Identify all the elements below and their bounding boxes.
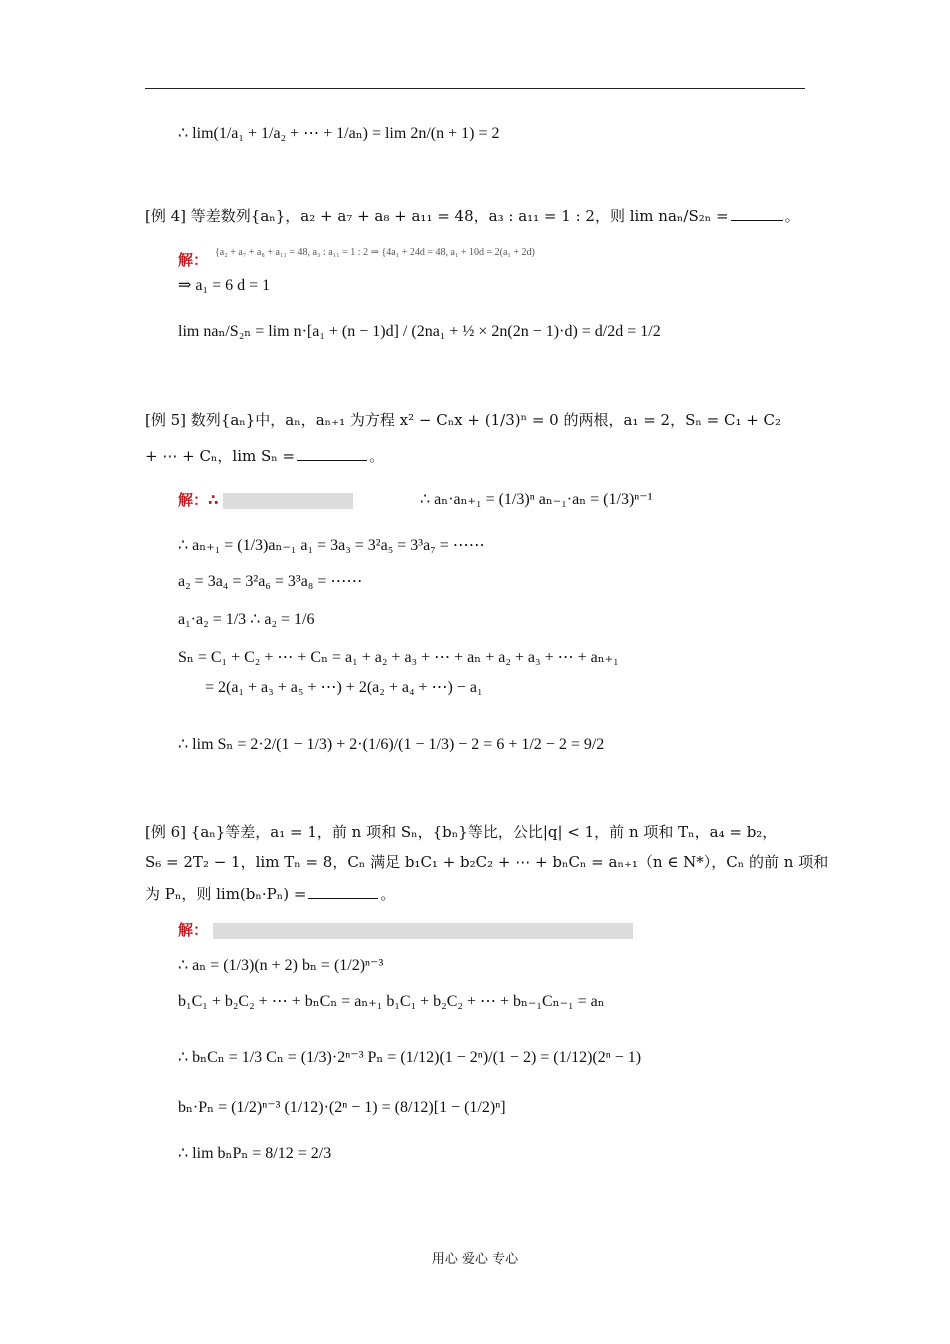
example-6-line-2: S₆ = 2T₂ − 1，lim Tₙ = 8，Cₙ 满足 b₁C₁ + b₂C₂ + ⋯ + bₙCₙ = aₙ₊₁（n ∈ N*），Cₙ 的前 n 项和 [145, 853, 829, 871]
text-line-10: ∴ aₙ·aₙ₊₁ = (1/3)ⁿ aₙ₋₁·aₙ = (1/3)ⁿ⁻¹ [420, 491, 653, 508]
example-4-text: [例 4] 等差数列{aₙ}，a₂ + a₇ + a₈ + a₁₁ = 48，a₃ : a₁₁ = 1 : 2，则 lim naₙ/S₂ₙ = [145, 207, 729, 225]
text-line-11: ∴ aₙ₊₁ = (1/3)aₙ₋₁ a₁ = 3a₃ = 3²a₅ = 3³a₇ = ⋯⋯ [178, 537, 485, 554]
text-line-12: a₂ = 3a₄ = 3²a₆ = 3³a₈ = ⋯⋯ [178, 573, 363, 590]
text-line-6: lim naₙ/S₂ₙ = lim n·[a₁ + (n − 1)d] / (2na₁ + ½ × 2n(2n − 1)·d) = d/2d = 1/2 [178, 323, 661, 340]
text-line-21: ∴ aₙ = (1/3)(n + 2) bₙ = (1/2)ⁿ⁻³ [178, 957, 384, 974]
text-line-14: Sₙ = C₁ + C₂ + ⋯ + Cₙ = a₁ + a₂ + a₃ + ⋯ + aₙ + a₂ + a₃ + ⋯ + aₙ₊₁ [178, 649, 619, 666]
solution-5-label [178, 490, 353, 510]
text-line-23: ∴ bₙCₙ = 1/3 Cₙ = (1/3)·2ⁿ⁻³ Pₙ = (1/12)(1 − 2ⁿ)/(1 − 2) = (1/12)(2ⁿ − 1) [178, 1049, 642, 1066]
text-line-1: ∴ lim(1/a₁ + 1/a₂ + ⋯ + 1/aₙ) = lim 2n/(n + 1) = 2 [178, 125, 500, 142]
example-6-title: [例 6] {aₙ}等差，a₁ = 1，前 n 项和 Sₙ，{bₙ}等比，公比|q| < 1，前 n 项和 Tₙ，a₄ = b₂， [145, 823, 778, 841]
solution-6-label [178, 920, 633, 940]
text-line-5: ⇒ a₁ = 6 d = 1 [178, 277, 271, 294]
system-equations: {a₂ + a₇ + a₈ + a₁₁ = 48, a₃ : a₁₁ = 1 : 2 ⇒ {4a₁ + 24d = 48, a₁ + 10d = 2(a₁ + 2d) [215, 247, 535, 258]
text-line-16: ∴ lim Sₙ = 2·2/(1 − 1/3) + 2·(1/6)/(1 − 1/3) − 2 = 6 + 1/2 − 2 = 9/2 [178, 736, 605, 753]
solution-label: 解： [178, 921, 209, 939]
example-6-text: 为 Pₙ，则 lim(bₙ·Pₙ) = [145, 885, 307, 903]
solution-label: 解：∴ [178, 491, 219, 509]
text-line-24: bₙ·Pₙ = (1/2)ⁿ⁻³ (1/12)·(2ⁿ − 1) = (8/12)[1 − (1/2)ⁿ] [178, 1099, 506, 1116]
text-line-13: a₁·a₂ = 1/3 ∴ a₂ = 1/6 [178, 611, 315, 628]
page-footer: 用心 爱心 专心 [431, 1252, 519, 1267]
obscured-formula [213, 923, 633, 939]
example-4-title: [例 4] 等差数列{aₙ}，a₂ + a₇ + a₈ + a₁₁ = 48，a₃ : a₁₁ = 1 : 2，则 lim naₙ/S₂ₙ = 。 [145, 207, 800, 225]
example-5-text: + ⋯ + Cₙ，lim Sₙ = [145, 447, 296, 465]
text-line-15: = 2(a₁ + a₃ + a₅ + ⋯) + 2(a₂ + a₄ + ⋯) − a₁ [205, 679, 483, 696]
answer-blank [308, 884, 378, 899]
header-rule [145, 88, 805, 89]
obscured-formula [223, 493, 353, 509]
answer-blank [731, 206, 783, 221]
text-line-22: b₁C₁ + b₂C₂ + ⋯ + bₙCₙ = aₙ₊₁ b₁C₁ + b₂C₂ + ⋯ + bₙ₋₁Cₙ₋₁ = aₙ [178, 993, 605, 1010]
example-5-title: [例 5] 数列{aₙ}中，aₙ，aₙ₊₁ 为方程 x² − Cₙx + (1/3)ⁿ = 0 的两根，a₁ = 2，Sₙ = C₁ + C₂ [145, 411, 782, 429]
text-line-25: ∴ lim bₙPₙ = 8/12 = 2/3 [178, 1145, 332, 1162]
example-6-line-3: 为 Pₙ，则 lim(bₙ·Pₙ) = 。 [145, 885, 396, 903]
answer-blank [297, 446, 367, 461]
solution-label: 解： [178, 251, 209, 269]
example-5-continued: + ⋯ + Cₙ，lim Sₙ = 。 [145, 447, 385, 465]
